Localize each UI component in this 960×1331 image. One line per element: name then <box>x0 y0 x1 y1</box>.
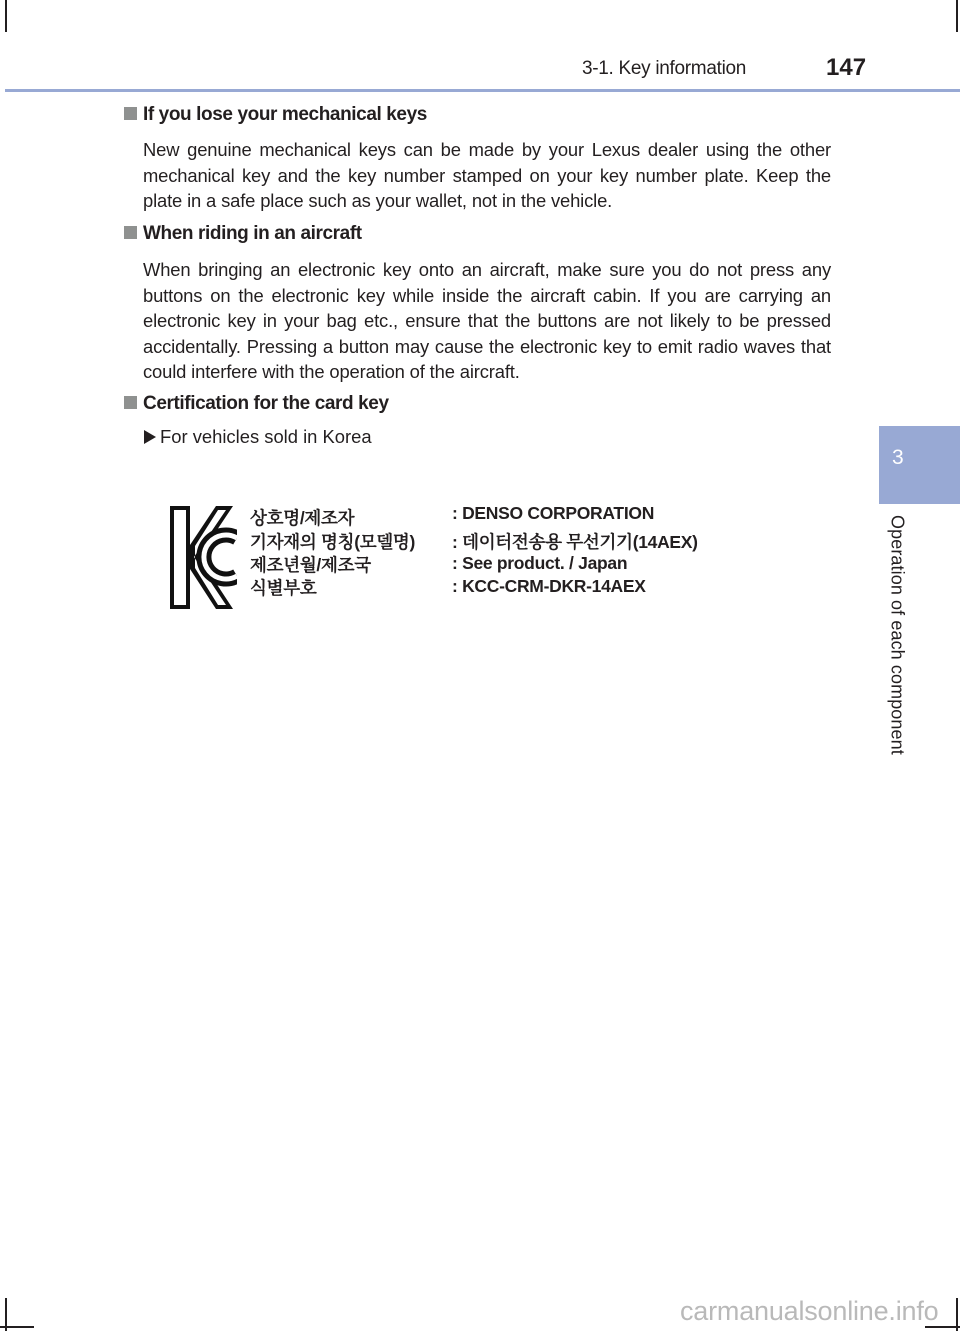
heading-square-icon <box>124 107 137 120</box>
section-heading-text: Certification for the card key <box>143 393 389 414</box>
section-heading-certification <box>124 393 389 415</box>
cert-label-id-code: 식별부호 <box>250 578 317 598</box>
cert-label-model: 기자재의 명칭(모델명) <box>250 532 416 552</box>
heading-square-icon <box>124 396 137 409</box>
header-rule <box>5 89 960 92</box>
header-section-title: 3-1. Key information <box>582 58 747 79</box>
section-body-aircraft: When bringing an electronic key onto an aircraft, make sure you do not press any buttons on the electronic key while inside the aircraft cabin. If you are carrying an electronic key in your bag etc., ensure that the buttons are not likely to be pressed accidentally. Pressing a button may cause the electronic key to emit radio waves that could interfere with the operation of the aircraft. <box>143 259 831 382</box>
crop-mark-bottom-left-horizontal <box>0 1326 34 1328</box>
section-heading-text: When riding in an aircraft <box>143 223 362 244</box>
cert-value-manufacturer: : DENSO CORPORATION <box>452 503 655 523</box>
page-number: 147 <box>826 54 867 81</box>
cert-value-id-code: : KCC-CRM-DKR-14AEX <box>452 576 646 596</box>
crop-mark-top-right-vertical <box>956 0 958 32</box>
site-watermark: carmanualsonline.info <box>680 1296 939 1326</box>
bullet-text: For vehicles sold in Korea <box>160 426 372 447</box>
chapter-side-label: Operation of each component <box>887 515 908 755</box>
cert-value-date-country: : See product. / Japan <box>452 553 628 573</box>
crop-mark-top-left-vertical <box>5 0 7 32</box>
cert-label-manufacturer: 상호명/제조자 <box>250 508 355 528</box>
section-body-lost-keys: New genuine mechanical keys can be made by your Lexus dealer using the other mechanical key and the key number stamped on your key number plate. Keep the plate in a safe place such as your wallet, not in the vehicle. <box>143 139 831 211</box>
section-heading-text: If you lose your mechanical keys <box>143 104 427 125</box>
chapter-tab-number: 3 <box>892 446 904 469</box>
triangle-bullet-icon <box>144 430 156 444</box>
section-heading-lost-keys <box>124 104 427 126</box>
bullet-korea <box>144 426 372 448</box>
kc-mark-logo <box>169 505 237 610</box>
section-heading-aircraft <box>124 223 362 245</box>
cert-label-date-country: 제조년월/제조국 <box>250 555 371 575</box>
cert-value-model: : 데이터전송용 무선기기(14AEX) <box>452 532 698 552</box>
heading-square-icon <box>124 226 137 239</box>
